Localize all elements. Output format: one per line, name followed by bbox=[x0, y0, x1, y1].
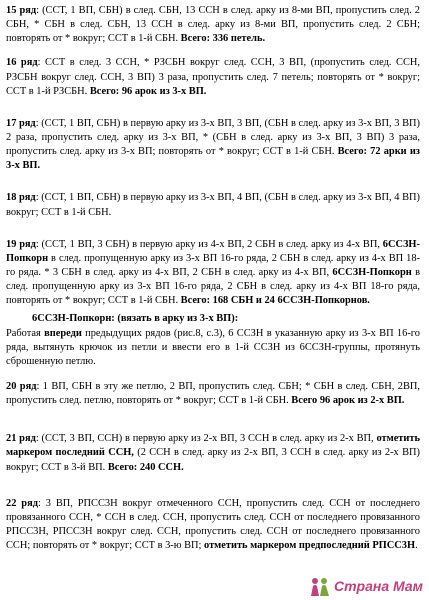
row-label: 15 ряд bbox=[6, 5, 37, 16]
row-total: Всего: 168 СБН и 24 6ССЗН-Попкорнов. bbox=[180, 295, 370, 307]
row-label: 17 ряд bbox=[6, 117, 36, 129]
row-total: Всего: 96 арок из 3-х ВП. bbox=[89, 85, 207, 97]
watermark-text: Страна Мам bbox=[333, 578, 423, 595]
row-18 bbox=[6, 191, 420, 219]
row-text: : (ССТ, 3 ВП, ССН) в первую арку из 2-х ВП, 3 ССН в след. арку из 2-х ВП, bbox=[35, 433, 377, 445]
row-label: 16 ряд bbox=[6, 57, 38, 69]
row-total: Всего 96 арок из 2-х ВП. bbox=[291, 395, 405, 407]
pattern-text bbox=[6, 4, 420, 553]
popcorn-heading: 6ССЗН-Попкорн: (вязать в арку из 3-х ВП): bbox=[32, 313, 239, 325]
site-watermark bbox=[307, 577, 425, 597]
stitch-name: 6ССЗН-Попкорн bbox=[6, 238, 420, 264]
row-total: Всего: 72 арки из 3-х ВП. bbox=[6, 146, 420, 172]
row-20 bbox=[6, 380, 420, 408]
row-22 bbox=[6, 497, 420, 554]
row-text: : (ССТ, 1 ВП, СБН) в первую арку из 3-х ВП, 3 ВП, (СБН в след. арку из 3-х ВП, 3 ВП) 2 раза, пропустить след. арку из 3-х ВП, * (СБН в след. арку из 3-х ВП, 3 ВП) 3 раза, пропустить след. арку из 3-х ВП; повторять от * вокруг; ССТ в 1-й СБН. bbox=[6, 117, 420, 158]
row-16 bbox=[6, 56, 420, 98]
row-19 bbox=[6, 238, 420, 309]
family-logo-icon bbox=[309, 577, 331, 597]
row-text: : ССТ в след. 3 ССН, * РЗСБН вокруг след. ССН, 3 ВП, (пропустить след. ССН, РЗСБН вокруг след. ССН, 3 ВП) 3 раза, пропустить след. 7 петель; повторять от * вокруг; ССТ в 1-й РЗСБН. bbox=[6, 57, 420, 97]
popcorn-instruction bbox=[6, 312, 420, 369]
row-label: 20 ряд bbox=[6, 380, 37, 392]
row-label: 21 ряд bbox=[6, 433, 36, 445]
row-label: 19 ряд bbox=[6, 238, 36, 250]
row-text: в след. пропущенную арку из 3-х ВП 16-го ряда, 2 СБН в след. арку из 4-х ВП 18-го ряда, повторять от * вокруг; ССТ в 1-й СБН. bbox=[6, 266, 420, 307]
row-text: : (ССТ, 1 ВП, СБН) в след. СБН, 13 ССН в след. арку из 8-ми ВП, пропустить след. 2 СБН, * СБН в след. СБН, 13 ССН в след. арку из 8-ми ВП, пропустить след. 2 СБН; повторять от * вокруг; ССТ в 1-й СБН. bbox=[6, 5, 420, 45]
row-17 bbox=[6, 117, 420, 174]
stitch-name: 6ССЗН-Попкорн bbox=[332, 266, 412, 278]
marker-instruction: отметить маркером последний ССН, bbox=[6, 433, 420, 459]
row-total: Всего: 336 петель. bbox=[180, 33, 266, 45]
row-15 bbox=[6, 4, 420, 46]
row-text: : (ССТ, 1 ВП, 3 СБН) в первую арку из 4-х ВП, 2 СБН в след. арку из 4-х ВП, bbox=[35, 238, 383, 250]
row-label: 22 ряд bbox=[6, 497, 38, 509]
popcorn-text: предыдущих рядов (рис.8, с.3), 6 ССЗН в указанную арку из 3-х ВП 16-го ряда, вытянуть крючок из петли и ввести его в 1-й ССЗН из 6ССЗН-группы, протянуть сброшенную петлю. bbox=[6, 327, 420, 367]
popcorn-text: Работая bbox=[6, 327, 45, 339]
row-text: : 3 ВП, РПСС3Н вокруг отмеченного ССН, пропустить след. ССН от последнего провязанного ССН, * ССН в след. ССН, пропустить след. ССН от последнего провязанного РПСС3Н, РПСС3Н вокруг след. ССН, пропустить след. ССН от последнего провязанного ССН; повторять от * вокруг; ССТ в 3-ю ВП; bbox=[6, 497, 420, 552]
row-text: : (ССТ, 1 ВП, СБН) в первую арку из 3-х ВП, 4 ВП, (СБН в след. арку из 3-х ВП, 4 ВП) вокруг; ССТ в 1-й СБН. bbox=[6, 192, 420, 218]
row-text: . bbox=[415, 540, 418, 552]
row-text: в след. пропущенную арку из 3-х ВП 16-го ряда, 2 СБН в след. арку из 4-х ВП 18-го ряда. * 3 СБН в след. арку из 4-х ВП, 2 СБН в след. арку из 4-х ВП, bbox=[6, 252, 420, 278]
row-label: 18 ряд bbox=[6, 192, 36, 204]
popcorn-emphasis: впереди bbox=[44, 327, 82, 339]
row-21 bbox=[6, 432, 420, 474]
row-total: Всего: 240 ССН. bbox=[107, 461, 184, 473]
row-text: : 1 ВП, СБН в эту же петлю, 2 ВП, пропустить след. СБН; * СБН в след. СБН, 2ВП, пропустить след. петлю, повторять от * вокруг; ССТ в 1-й СБН. bbox=[6, 380, 420, 407]
row-text: (2 ССН в след. арку из 2-х ВП, 3 ССН в след. арку из 2-х ВП) вокруг; ССТ в 3-й ВП. bbox=[6, 447, 420, 473]
marker-instruction: отметить маркером предпоследний РПСС3Н bbox=[204, 540, 416, 552]
